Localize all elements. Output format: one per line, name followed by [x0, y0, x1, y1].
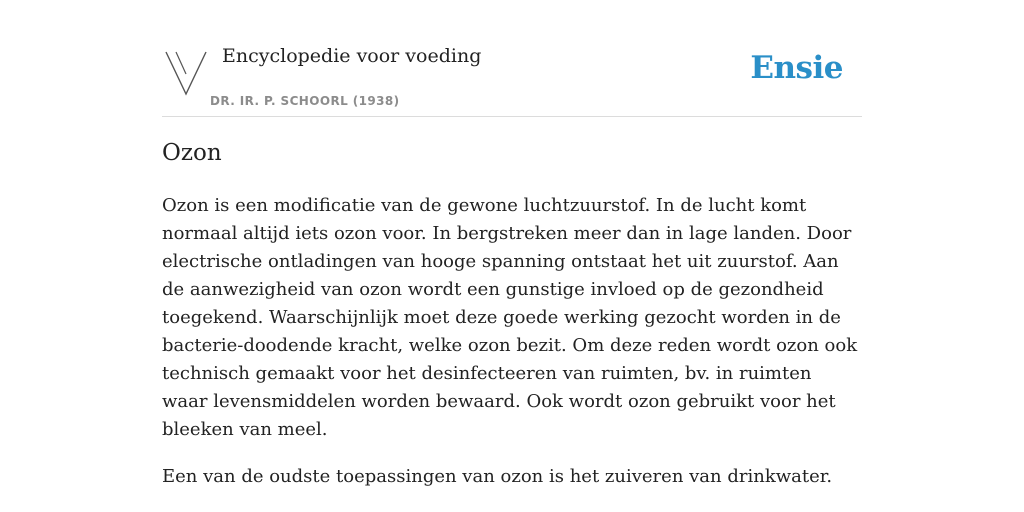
- book-title[interactable]: Encyclopedie voor voeding: [222, 45, 482, 67]
- brand-logo-link[interactable]: Ensie: [750, 50, 843, 86]
- entry-paragraph: Een van de oudste toepassingen van ozon is het zuiveren van drinkwater.: [162, 466, 833, 487]
- v-logo-icon[interactable]: [165, 48, 207, 96]
- entry-paragraph: Ozon is een modificatie van de gewone luchtzuurstof. In de lucht komt normaal altijd iets ozon voor. In bergstreken meer dan in lage landen. Door electrische ontladingen van hooge spanning ontstaat het uit zuurstof. Aan de aanwezigheid van ozon wordt een gunstige invloed op de gezondheid toegekend. Waarschijnlijk moet deze goede werking gezocht worden in de bacterie-doodende kracht, welke ozon bezit. Om deze reden wordt ozon ook technisch gemaakt voor het desinfecteeren van ruimten, bv. in ruimten waar levensmiddelen worden bewaard. Ook wordt ozon gebruikt voor het bleeken van meel.: [162, 195, 858, 440]
- page: [162, 0, 862, 487]
- book-author: DR. IR. P. SCHOORL (1938): [210, 94, 400, 108]
- site-header: [162, 0, 862, 117]
- entry-body: [162, 192, 862, 510]
- entry-title: Ozon: [162, 140, 222, 166]
